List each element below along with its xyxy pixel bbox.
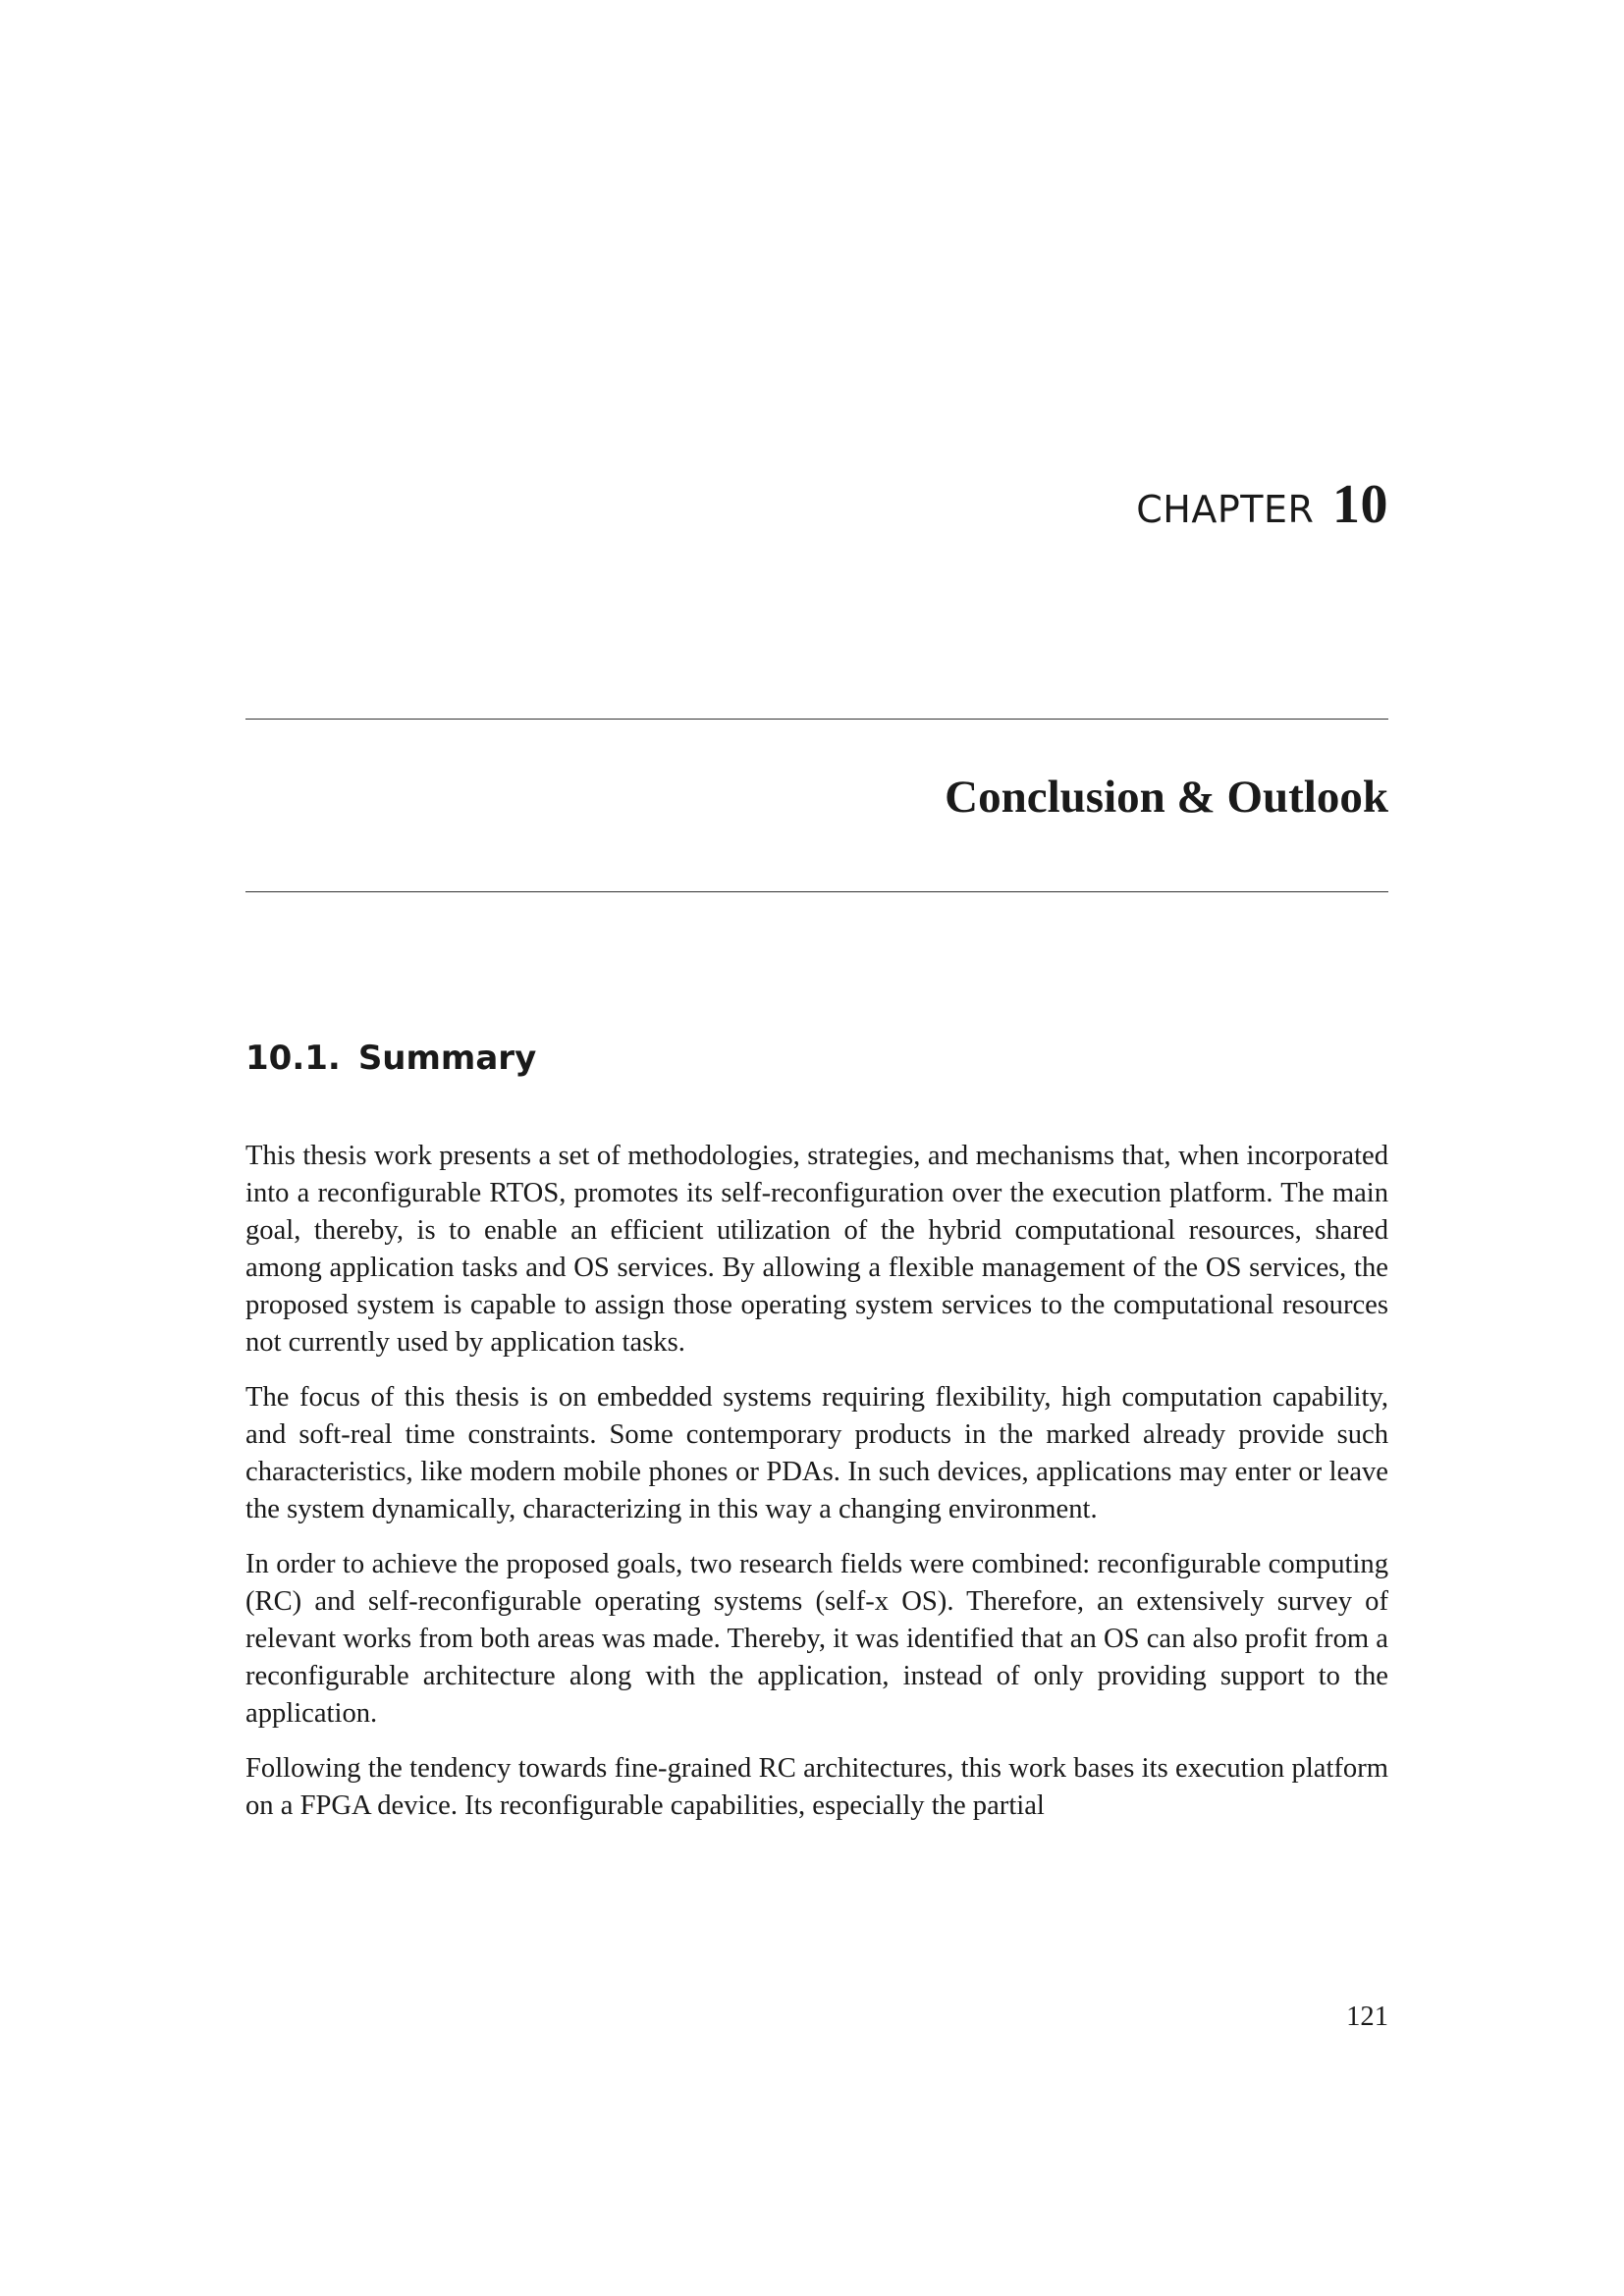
chapter-title: Conclusion & Outlook [945, 772, 1388, 823]
title-rule-bottom [245, 891, 1388, 892]
section-title: Summary [357, 1039, 537, 1078]
chapter-number: 10 [1332, 474, 1388, 535]
section-number: 10.1. [245, 1039, 341, 1078]
paragraph: The focus of this thesis is on embedded systems requiring flexibility, high computation capability, and soft-real time constraints. Some contemporary products in the marked already provide such characteristics, like modern mobile phones or PDAs. In such devices, applications may enter or leave the system dynamically, characterizing in this way a changing environment. [245, 1382, 1388, 1524]
paragraph: This thesis work presents a set of methodologies, strategies, and mechanisms that, when incorporated into a reconfigurable RTOS, promotes its self-reconfiguration over the execution platform. The main goal, thereby, is to enable an efficient utilization of the hybrid computational resources, shared among application tasks and OS services. By allowing a flexible management of the OS services, the proposed system is capable to assign those operating system services to the computational resources not currently used by application tasks. [245, 1141, 1388, 1358]
title-rule-top [245, 719, 1388, 720]
chapter-word: CHAPTER [1136, 488, 1315, 531]
chapter-label [1136, 474, 1388, 535]
body-text [245, 1138, 1388, 1842]
page-number: 121 [1346, 2002, 1388, 2032]
paragraph: In order to achieve the proposed goals, two research fields were combined: reconfigurable computing (RC) and self-reconfigurable operating systems (self-x OS). Therefore, an extensively survey of relevant works from both areas was made. Thereby, it was identified that an OS can also profit from a reconfigurable architecture along with the application, instead of only providing support to the application. [245, 1549, 1388, 1729]
section-heading [245, 1031, 536, 1086]
paragraph: Following the tendency towards fine-grained RC architectures, this work bases its execution platform on a FPGA device. Its reconfigurable capabilities, especially the partial [245, 1753, 1388, 1821]
